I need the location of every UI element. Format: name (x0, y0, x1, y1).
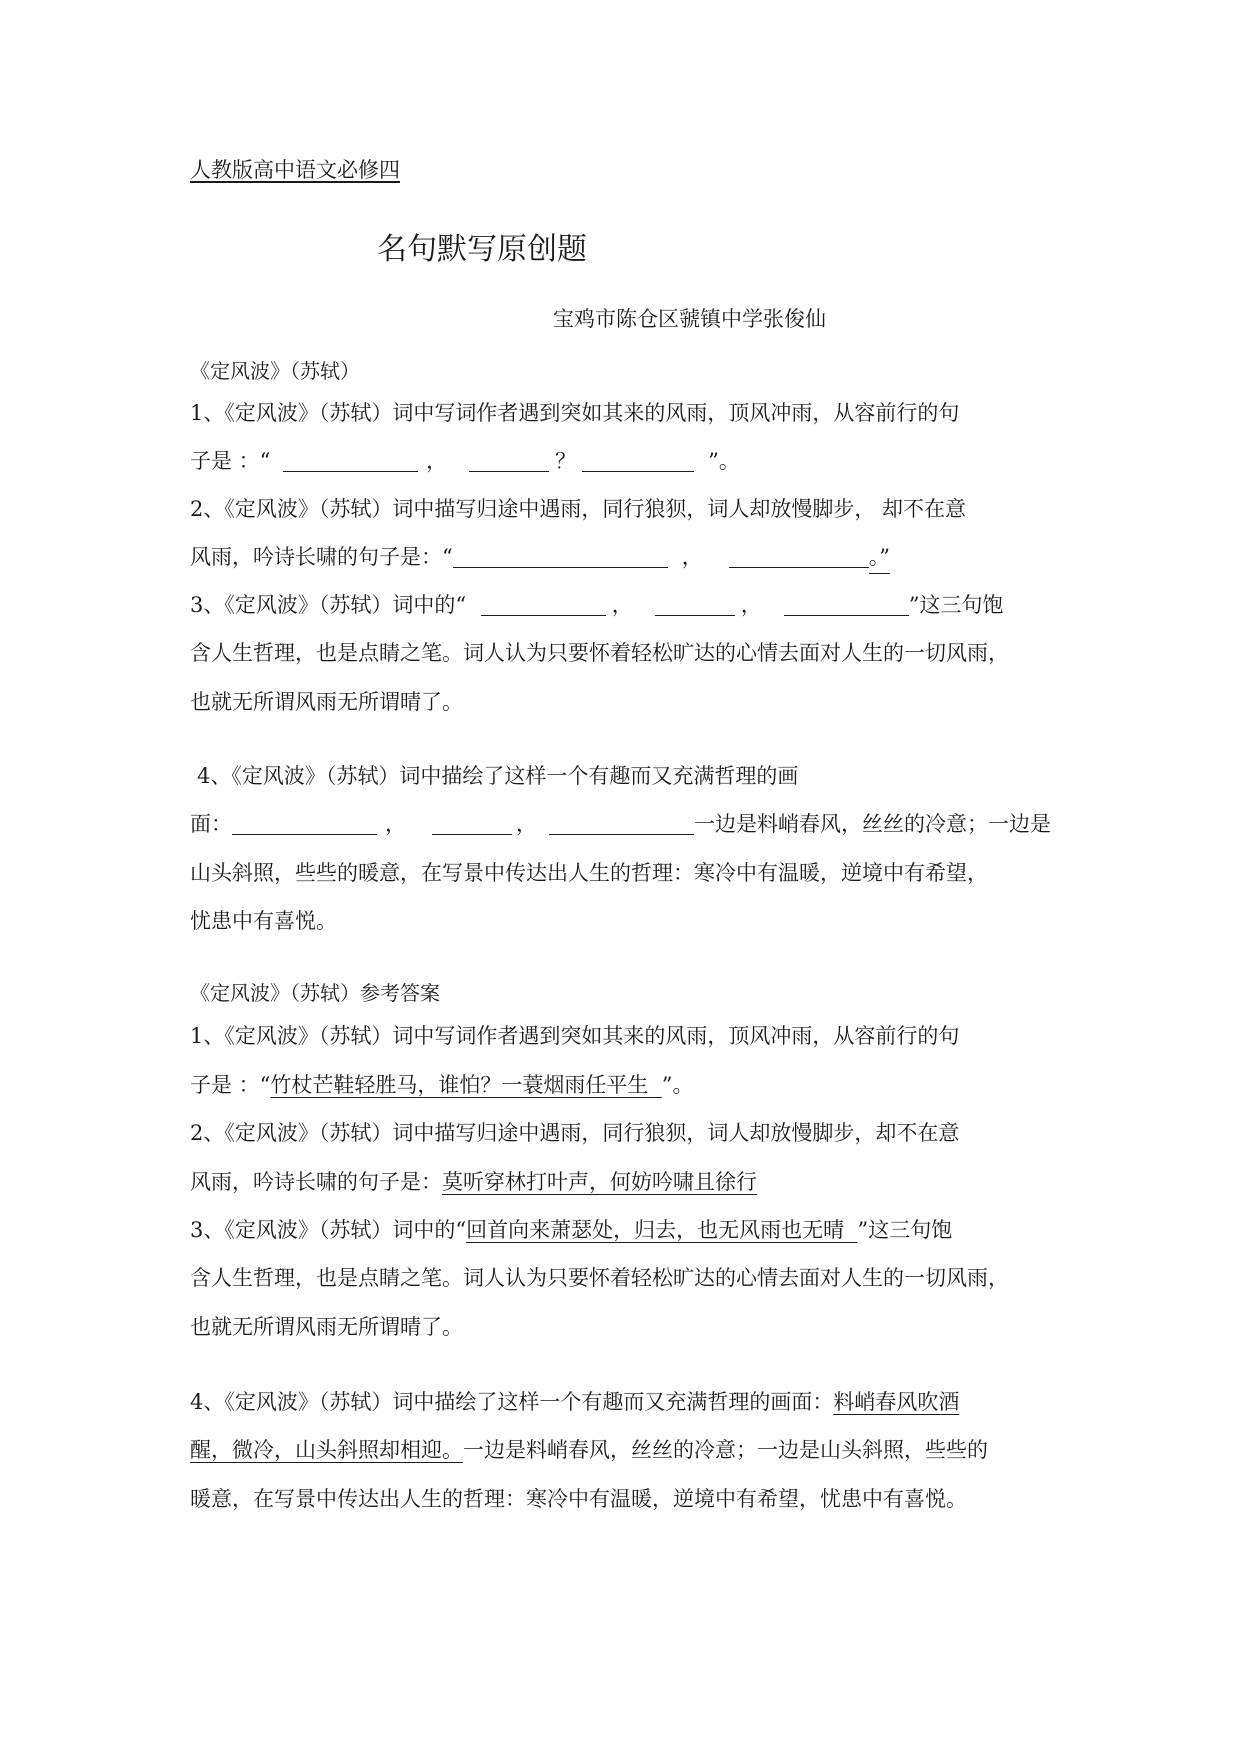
answer-blank[interactable] (549, 814, 694, 835)
answer-blank[interactable] (453, 547, 668, 568)
answer-blank[interactable] (283, 451, 418, 472)
a4-line-2: 醒，微冷，山头斜照却相迎。一边是料峭春风，丝丝的冷意；一边是山头斜照，些些的 (190, 1438, 988, 1462)
q1-line-2: 子是 ：“ ， ？ ”。 (190, 449, 740, 473)
a2-line-1: 2、《定风波》（苏轼）词中描写归途中遇雨，同行狼狈，词人却放慢脚步，却不在意 (190, 1121, 960, 1145)
page-title: 名句默写原创题 (377, 232, 587, 267)
a1-line-2: 子是 ：“竹杖芒鞋轻胜马，谁怕？一蓑烟雨任平生 ”。 (190, 1073, 694, 1097)
section-heading-questions: 《定风波》（苏轼） (190, 359, 360, 383)
a4-line-3: 暖意，在写景中传达出人生的哲理：寒冷中有温暖，逆境中有希望，忧患中有喜悦。 (190, 1487, 967, 1511)
answer-blank[interactable] (481, 595, 606, 616)
q4-line-2: 面： ， ， 一边是料峭春风，丝丝的冷意；一边是 (190, 812, 1051, 836)
a2-line-2: 风雨，吟诗长啸的句子是：莫听穿林打叶声，何妨吟啸且徐行 (190, 1170, 757, 1194)
answer-text: 料峭春风吹酒 (833, 1390, 960, 1414)
q3-line-3: 也就无所谓风雨无所谓晴了。 (190, 690, 463, 714)
a4-line-1: 4、《定风波》（苏轼）词中描绘了这样一个有趣而又充满哲理的画面：料峭春风吹酒 (190, 1390, 960, 1414)
a3-line-2: 含人生哲理，也是点睛之笔。词人认为只要怀着轻松旷达的心情去面对人生的一切风雨， (190, 1266, 1009, 1290)
answer-text: 回首向来萧瑟处，归去，也无风雨也无晴 (466, 1218, 845, 1242)
a3-line-1: 3、《定风波》（苏轼）词中的“回首向来萧瑟处，归去，也无风雨也无晴 ”这三句饱 (190, 1218, 953, 1242)
q2-line-1: 2、《定风波》（苏轼）词中描写归途中遇雨，同行狼狈，词人却放慢脚步， 却不在意 (190, 497, 967, 521)
a1-line-1: 1、《定风波》（苏轼）词中写词作者遇到突如其来的风雨，顶风冲雨，从容前行的句 (190, 1024, 960, 1048)
q4-line-4: 忧患中有喜悦。 (190, 909, 337, 933)
answer-blank[interactable] (232, 814, 377, 835)
section-heading-answers: 《定风波》（苏轼）参考答案 (190, 981, 440, 1005)
q2-line-2: 风雨，吟诗长啸的句子是：“ ， 。” (190, 541, 890, 574)
a3-line-3: 也就无所谓风雨无所谓晴了。 (190, 1315, 463, 1339)
answer-text: 醒，微冷，山头斜照却相迎。 (190, 1438, 463, 1462)
answer-blank-end: 。” (869, 541, 890, 574)
answer-blank[interactable] (784, 595, 909, 616)
q4-line-1: 4、《定风波》（苏轼）词中描绘了这样一个有趣而又充满哲理的画 (197, 764, 799, 788)
answer-blank[interactable] (582, 451, 694, 472)
q3-line-2: 含人生哲理，也是点睛之笔。词人认为只要怀着轻松旷达的心情去面对人生的一切风雨， (190, 641, 1009, 665)
answer-blank[interactable] (655, 595, 735, 616)
document-header: 人教版高中语文必修四 (190, 158, 400, 182)
q1-line-1: 1、《定风波》（苏轼）词中写词作者遇到突如其来的风雨，顶风冲雨，从容前行的句 (190, 401, 960, 425)
q4-line-3: 山头斜照，些些的暖意，在写景中传达出人生的哲理：寒冷中有温暖，逆境中有希望， (190, 861, 988, 885)
answer-blank[interactable] (729, 547, 869, 568)
answer-blank[interactable] (469, 451, 549, 472)
answer-text: 莫听穿林打叶声，何妨吟啸且徐行 (442, 1170, 757, 1194)
q3-line-1: 3、《定风波》（苏轼）词中的“ ， ， ”这三句饱 (190, 593, 1004, 617)
answer-blank[interactable] (432, 814, 512, 835)
author-line: 宝鸡市陈仓区虢镇中学张俊仙 (553, 307, 826, 331)
answer-text: 竹杖芒鞋轻胜马，谁怕？一蓑烟雨任平生 (270, 1073, 649, 1097)
